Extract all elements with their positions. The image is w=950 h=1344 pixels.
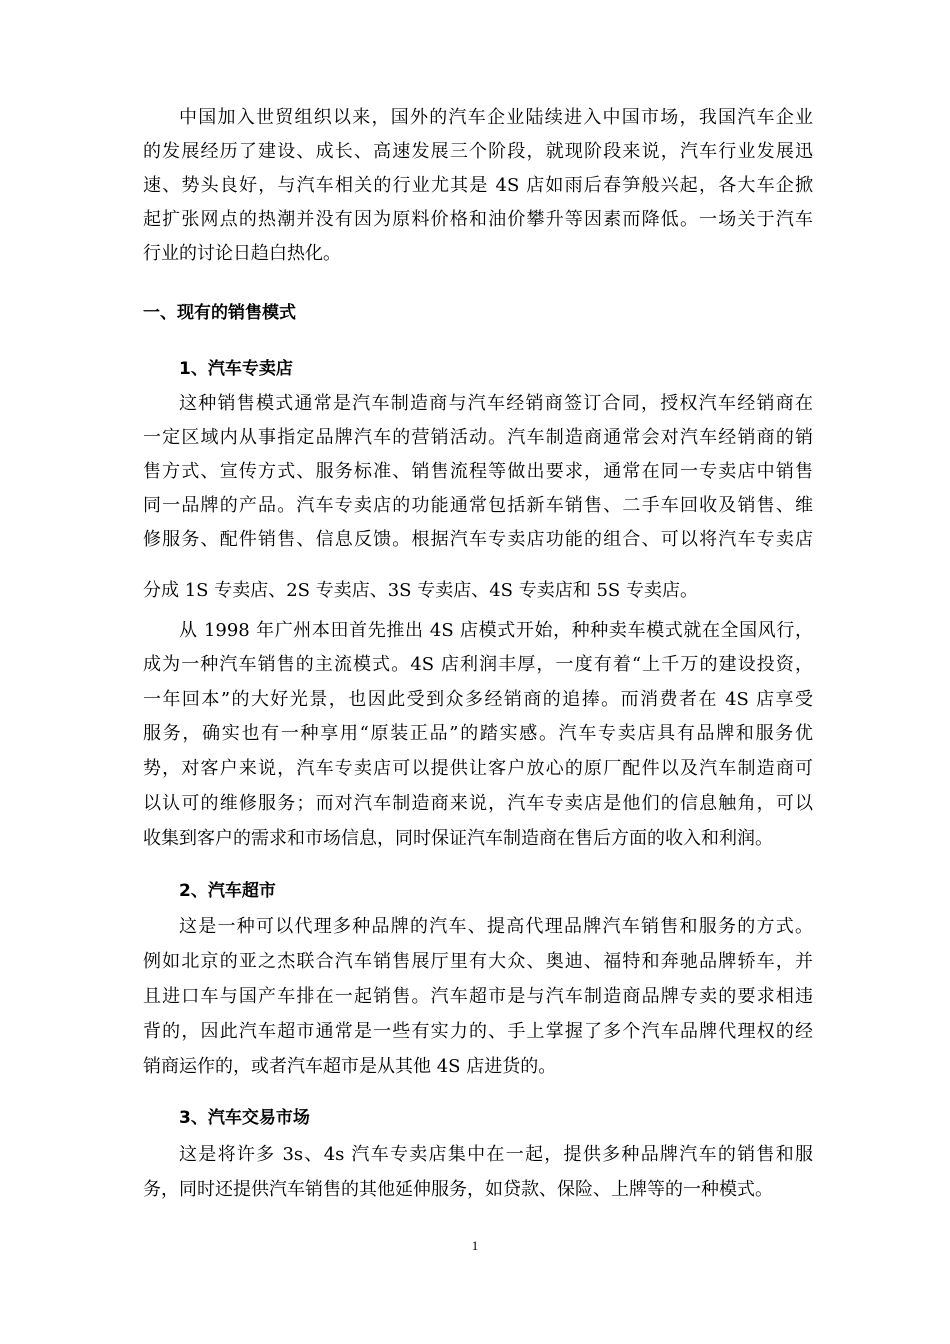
subsection-heading: 3、汽车交易市场 [179, 1108, 310, 1128]
paragraph-line: 例如北京的亚之杰联合汽车销售展厅里有大众、奥迪、福特和奔驰品牌轿车，并 [143, 951, 813, 972]
paragraph-line: 以认可的维修服务；而对汽车制造商来说，汽车专卖店是他们的信息触角，可以 [143, 793, 813, 814]
paragraph-line: 售方式、宣传方式、服务标准、销售流程等做出要求，通常在同一专卖店中销售 [143, 461, 813, 482]
subsection-heading: 2、汽车超市 [179, 881, 276, 901]
intro-line: 行业的讨论日趋白热化。 [143, 243, 341, 264]
page-number: 1 [471, 1238, 479, 1253]
paragraph-line: 这是一种可以代理多种品牌的汽车、提高代理品牌汽车销售和服务的方式。 [179, 916, 813, 937]
paragraph-line: 同一品牌的产品。汽车专卖店的功能通常包括新车销售、二手车回收及销售、维 [143, 495, 813, 516]
intro-line: 速、势头良好，与汽车相关的行业尤其是 4S 店如雨后春笋般兴起，各大车企掀 [143, 175, 813, 196]
paragraph-line: 收集到客户的需求和市场信息，同时保证汽车制造商在售后方面的收入和利润。 [143, 828, 773, 849]
subsection-heading: 1、汽车专卖店 [179, 359, 293, 379]
intro-line: 起扩张网点的热潮并没有因为原料价格和油价攀升等因素而降低。一场关于汽车 [143, 209, 813, 230]
paragraph-line: 成为一种汽车销售的主流模式。4S 店利润丰厚，一度有着“上千万的建设投资， [143, 654, 813, 675]
paragraph-line: 修服务、配件销售、信息反馈。根据汽车专卖店功能的组合、可以将汽车专卖店 [143, 529, 813, 550]
paragraph-line: 势，对客户来说，汽车专卖店可以提供让客户放心的原厂配件以及汽车制造商可 [143, 758, 813, 779]
paragraph-line: 这种销售模式通常是汽车制造商与汽车经销商签订合同，授权汽车经销商在 [179, 393, 813, 414]
paragraph-line: 这是将许多 3s、4s 汽车专卖店集中在一起，提供多种品牌汽车的销售和服 [179, 1144, 813, 1165]
paragraph-line: 销商运作的，或者汽车超市是从其他 4S 店进货的。 [143, 1056, 557, 1077]
paragraph-line: 背的，因此汽车超市通常是一些有实力的、手上掌握了多个汽车品牌代理权的经 [143, 1021, 813, 1042]
paragraph-line: 务，同时还提供汽车销售的其他延伸服务，如贷款、保险、上牌等的一种模式。 [143, 1179, 773, 1200]
paragraph-line: 且进口车与国产车排在一起销售。汽车超市是与汽车制造商品牌专卖的要求相违 [143, 986, 813, 1007]
paragraph-line: 服务，确实也有一种享用“原装正品”的踏实感。汽车专卖店具有品牌和服务优 [143, 723, 813, 744]
paragraph-line: 一年回本”的大好光景，也因此受到众多经销商的追捧。而消费者在 4S 店享受 [143, 689, 813, 710]
paragraph-line: 从 1998 年广州本田首先推出 4S 店模式开始，种种卖车模式就在全国风行， [179, 620, 813, 641]
paragraph-line: 一定区域内从事指定品牌汽车的营销活动。汽车制造商通常会对汽车经销商的销 [143, 427, 813, 448]
intro-line: 中国加入世贸组织以来，国外的汽车企业陆续进入中国市场，我国汽车企业 [179, 107, 813, 128]
section-heading: 一、现有的销售模式 [143, 303, 296, 323]
intro-line: 的发展经历了建设、成长、高速发展三个阶段，就现阶段来说，汽车行业发展迅 [143, 141, 813, 162]
paragraph-line: 分成 1S 专卖店、2S 专卖店、3S 专卖店、4S 专卖店和 5S 专卖店。 [143, 580, 698, 601]
